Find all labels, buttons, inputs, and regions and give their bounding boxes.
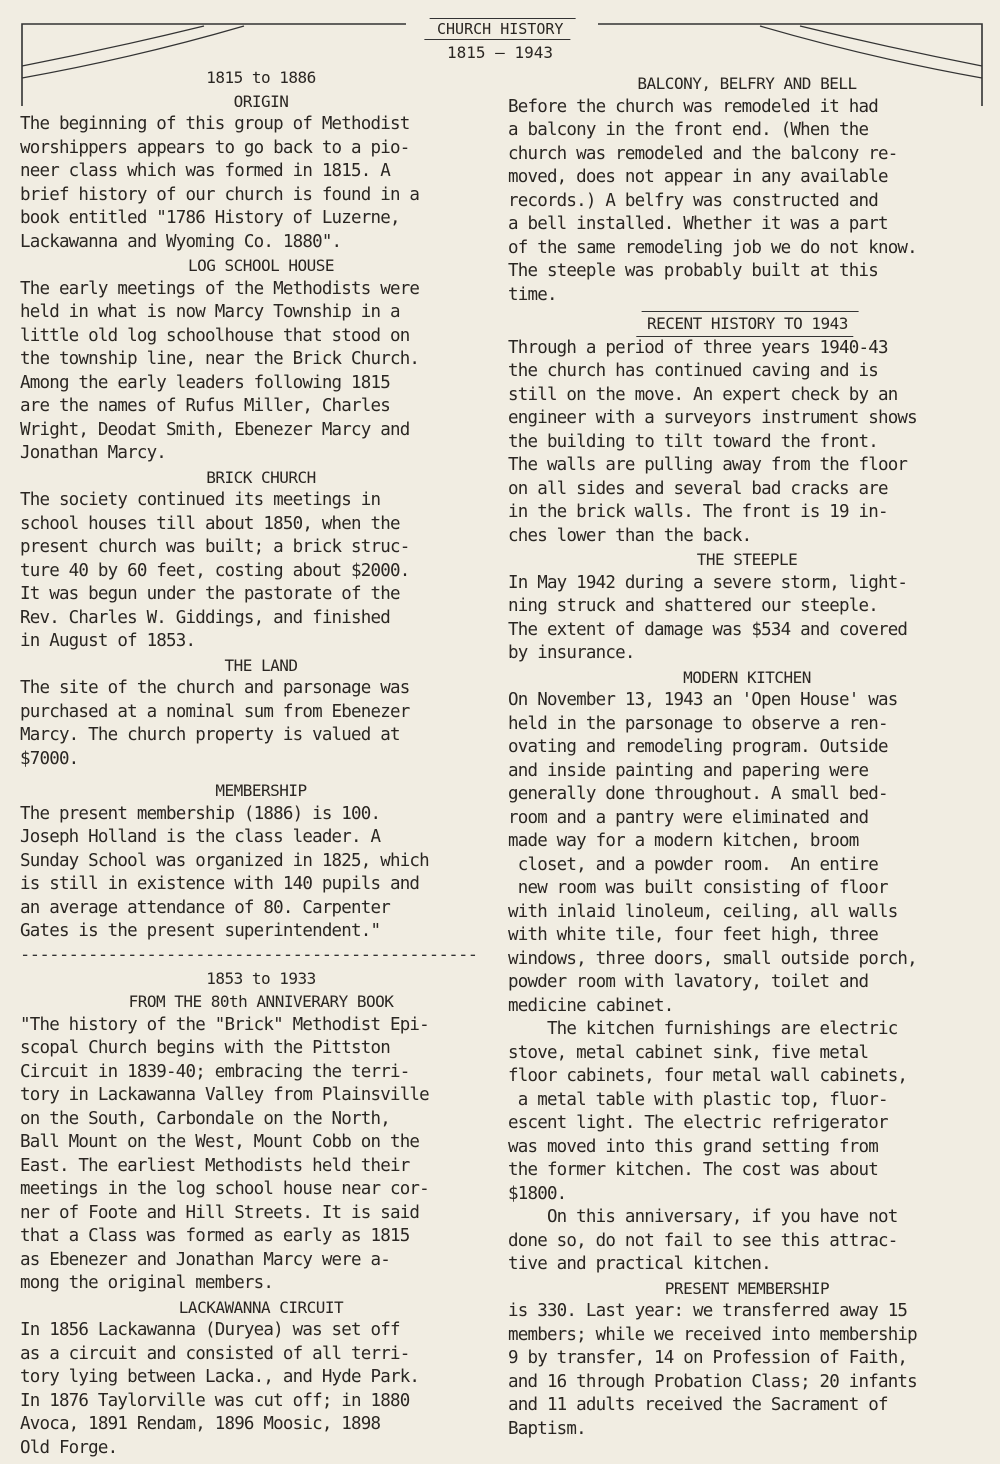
text-line: is still in existence with 140 pupils and <box>20 874 420 894</box>
text-line: Avoca, 1891 Rendam, 1896 Moosic, 1898 <box>20 1414 381 1434</box>
paragraph-log-school-house <box>20 278 502 466</box>
heading-balcony-belfry-bell: BALCONY, BELFRY AND BELL <box>637 74 857 93</box>
text-line: held in the parsonage to observe a ren- <box>508 713 888 734</box>
text-line: members; while we received into membership <box>508 1324 917 1345</box>
heading-the-land: THE LAND <box>224 655 298 675</box>
text-line: floor cabinets, four metal wall cabinets, <box>508 1066 908 1086</box>
text-line: Baptism. <box>508 1418 586 1439</box>
text-line: and 11 adults received the Sacrament of <box>508 1395 888 1415</box>
heading-membership: MEMBERSHIP <box>215 781 307 800</box>
text-line: scopal Church begins with the Pittston <box>20 1038 390 1058</box>
text-line: The extent of damage was $534 and covered <box>508 619 908 640</box>
text-line: ovating and remodeling program. Outside <box>508 737 888 757</box>
text-line: new room was built consisting of floor <box>508 878 888 898</box>
text-line: was moved into this grand setting from <box>508 1136 878 1157</box>
paragraph-brick-church <box>20 489 502 654</box>
text-line: by insurance. <box>508 643 635 663</box>
text-line: the former kitchen. The cost was about <box>508 1160 878 1180</box>
text-line: meetings in the log school house near cor- <box>20 1179 429 1199</box>
text-line: The society continued its meetings in <box>20 490 381 510</box>
left-column <box>20 66 502 1460</box>
text-line: 9 by transfer, 14 on Profession of Faith, <box>508 1348 908 1368</box>
text-line: The site of the church and parsonage was <box>20 678 410 698</box>
text-line: moved, does not appear in any available <box>508 167 888 187</box>
text-line: a bell installed. Whether it was a part <box>508 214 888 234</box>
text-line: made way for a modern kitchen, broom <box>508 831 859 851</box>
text-line: The early meetings of the Methodists were <box>20 278 420 299</box>
text-line: and inside painting and papering were <box>508 760 869 781</box>
text-line: as a circuit and consisted of all terri- <box>20 1343 410 1364</box>
text-line: ture 40 by 60 feet, costing about $2000. <box>20 560 410 581</box>
text-line: stove, metal cabinet sink, five metal <box>508 1042 869 1063</box>
text-line: purchased at a nominal sum from Ebenezer <box>20 701 410 722</box>
text-line: The walls are pulling away from the floor <box>508 455 908 475</box>
text-line: On November 13, 1943 an 'Open House' was <box>508 690 898 710</box>
text-line: is 330. Last year: we transferred away 15 <box>508 1301 908 1321</box>
text-line: Wright, Deodat Smith, Ebenezer Marcy and <box>20 419 410 440</box>
section-dates-1853-1933: 1853 to 1933 <box>206 968 316 988</box>
text-line: a balcony in the front end. (When the <box>508 120 869 140</box>
heading-modern-kitchen: MODERN KITCHEN <box>683 667 811 687</box>
heading-origin: ORIGIN <box>233 91 289 111</box>
text-line: present church was built; a brick struc- <box>20 537 410 557</box>
text-line: generally done throughout. A small bed- <box>508 784 888 804</box>
text-line: Rev. Charles W. Giddings, and finished <box>20 607 390 628</box>
heading-recent-history: RECENT HISTORY TO 1943 <box>508 311 986 337</box>
text-line: book entitled "1786 History of Luzerne, <box>20 208 400 228</box>
text-line: time. <box>508 284 557 305</box>
paragraph-balcony-belfry-bell <box>508 96 986 308</box>
text-line: Ball Mount on the West, Mount Cobb on the <box>20 1132 420 1152</box>
text-line: worshippers appears to go back to a pio- <box>20 137 410 158</box>
paragraph-lackawanna-circuit <box>20 1319 502 1460</box>
text-line: Through a period of three years 1940-43 <box>508 337 888 358</box>
text-line: In May 1942 during a severe storm, light- <box>508 572 908 593</box>
text-line: in August of 1853. <box>20 631 196 651</box>
text-line: Sunday School was organized in 1825, which <box>20 850 429 871</box>
text-line: school houses till about 1850, when the <box>20 513 400 534</box>
paragraph-anniversary-book <box>20 1014 502 1296</box>
text-line: The beginning of this group of Methodist <box>20 114 410 134</box>
text-line: engineer with a surveyors instrument shows <box>508 408 917 428</box>
text-line: a metal table with plastic top, fluor- <box>508 1089 888 1110</box>
text-line: are the names of Rufus Miller, Charles <box>20 396 390 416</box>
text-line: Old Forge. <box>20 1437 118 1458</box>
text-line: $7000. <box>20 748 79 769</box>
text-line: Among the early leaders following 1815 <box>20 372 390 393</box>
text-line: Before the church was remodeled it had <box>508 96 878 117</box>
dashed-divider: ----------------------------------------------- <box>20 944 478 965</box>
text-line: tory lying between Lacka., and Hyde Park. <box>20 1367 420 1387</box>
text-line: escent light. The electric refrigerator <box>508 1113 888 1133</box>
text-line: Circuit in 1839-40; embracing the terri- <box>20 1061 410 1082</box>
right-column <box>508 72 986 1441</box>
text-line: records.) A belfry was constructed and <box>508 190 878 211</box>
paragraph-origin <box>20 113 502 254</box>
heading-anniversary-book: FROM THE 80th ANNIVERARY BOOK <box>128 992 394 1011</box>
heading-brick-church: BRICK CHURCH <box>206 467 316 487</box>
text-line: church was remodeled and the balcony re- <box>508 143 898 164</box>
text-line: closet, and a powder room. An entire <box>508 854 878 875</box>
paragraph-membership <box>20 803 502 944</box>
heading-the-steeple: THE STEEPLE <box>696 550 798 569</box>
text-line: mong the original members. <box>20 1273 274 1293</box>
text-line: tory in Lackawanna Valley from Plainsville <box>20 1085 429 1105</box>
text-line: held in what is now Marcy Township in a <box>20 302 400 322</box>
text-line: tive and practical kitchen. <box>508 1254 771 1274</box>
paragraph-the-steeple <box>508 572 986 666</box>
paragraph-recent-history <box>508 337 986 549</box>
text-line: windows, three doors, small outside porch, <box>508 948 917 969</box>
text-line: The steeple was probably built at this <box>508 261 878 281</box>
text-line: on all sides and several bad cracks are <box>508 478 888 499</box>
text-line: ner of Foote and Hill Streets. It is said <box>20 1202 420 1223</box>
text-line: with white tile, four feet high, three <box>508 925 878 945</box>
heading-lackawanna-circuit: LACKAWANNA CIRCUIT <box>178 1297 344 1317</box>
header-banner <box>415 18 585 62</box>
paragraph-present-membership <box>508 1300 986 1441</box>
text-line: powder room with lavatory, toilet and <box>508 972 869 992</box>
text-line: Joseph Holland is the class leader. A <box>20 827 381 847</box>
document-title: CHURCH HISTORY <box>424 18 576 40</box>
text-line: neer class which was formed in 1815. A <box>20 161 390 181</box>
paragraph-modern-kitchen <box>508 689 986 1277</box>
text-line: $1800. <box>508 1183 567 1204</box>
text-line: the township line, near the Brick Church. <box>20 349 420 369</box>
text-line: brief history of our church is found in a <box>20 184 420 205</box>
text-line: on the South, Carbondale on the North, <box>20 1108 390 1129</box>
text-line: Gates is the present superintendent." <box>20 921 381 941</box>
section-dates-1815-1886: 1815 to 1886 <box>206 68 316 87</box>
text-line: with inlaid linoleum, ceiling, all walls <box>508 901 898 922</box>
text-line: medicine cabinet. <box>508 995 674 1016</box>
text-line: The present membership (1886) is 100. <box>20 803 381 824</box>
text-line: On this anniversary, if you have not <box>508 1207 898 1227</box>
text-line: The kitchen furnishings are electric <box>508 1019 898 1039</box>
text-line: room and a pantry were eliminated and <box>508 807 869 828</box>
text-line: ches lower than the back. <box>508 525 752 546</box>
document-dates: 1815 — 1943 <box>447 43 553 62</box>
text-line: done so, do not fail to see this attrac- <box>508 1230 898 1251</box>
text-line: in the brick walls. The front is 19 in- <box>508 502 888 522</box>
paragraph-the-land <box>20 677 502 771</box>
heading-log-school-house: LOG SCHOOL HOUSE <box>187 256 335 275</box>
heading-present-membership: PRESENT MEMBERSHIP <box>664 1278 830 1298</box>
text-line: In 1856 Lackawanna (Duryea) was set off <box>20 1320 400 1340</box>
text-line: the church has continued caving and is <box>508 361 878 381</box>
text-line: as Ebenezer and Jonathan Marcy were a- <box>20 1249 390 1270</box>
text-line: and 16 through Probation Class; 20 infants <box>508 1371 917 1392</box>
text-line: that a Class was formed as early as 1815 <box>20 1226 410 1246</box>
text-line: of the same remodeling job we do not know. <box>508 237 917 258</box>
text-line: Marcy. The church property is valued at <box>20 725 400 745</box>
text-line: ning struck and shattered our steeple. <box>508 596 878 616</box>
text-line: "The history of the "Brick" Methodist Epi- <box>20 1014 429 1035</box>
text-line: In 1876 Taylorville was cut off; in 1880 <box>20 1390 410 1411</box>
text-line: East. The earliest Methodists held their <box>20 1155 410 1176</box>
text-line: little old log schoolhouse that stood on <box>20 325 410 346</box>
text-line: It was begun under the pastorate of the <box>20 584 400 604</box>
text-line: an average attendance of 80. Carpenter <box>20 897 390 918</box>
text-line: Jonathan Marcy. <box>20 443 167 463</box>
text-line: the building to tilt toward the front. <box>508 431 878 452</box>
text-line: still on the move. An expert check by an <box>508 384 898 405</box>
text-line: Lackawanna and Wyoming Co. 1880". <box>20 231 342 252</box>
